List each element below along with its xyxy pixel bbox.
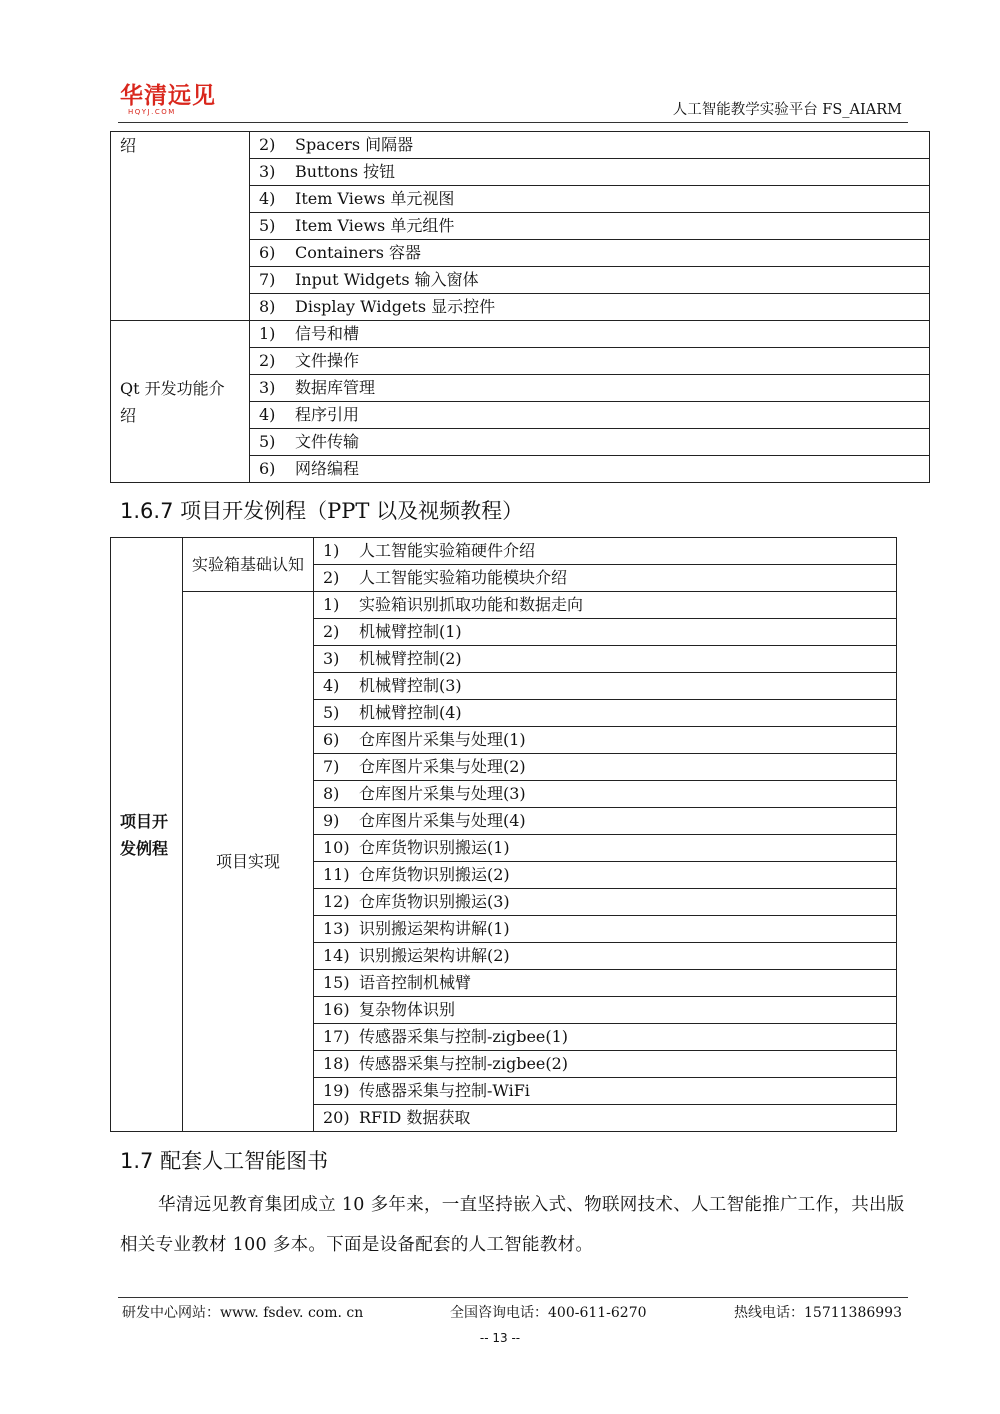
item-number: 18) bbox=[323, 1054, 350, 1073]
item-text: 识别搬运架构讲解(1) bbox=[359, 919, 510, 938]
item-text: 传感器采集与控制-zigbee(1) bbox=[359, 1027, 569, 1046]
list-item bbox=[314, 646, 897, 673]
item-number: 6) bbox=[323, 730, 340, 749]
item-number: 1) bbox=[323, 541, 340, 560]
item-text: 网络编程 bbox=[295, 459, 360, 478]
item-text: Spacers 间隔器 bbox=[295, 135, 414, 154]
page-footer bbox=[118, 1297, 908, 1321]
list-item bbox=[314, 970, 897, 997]
item-number: 5) bbox=[323, 703, 340, 722]
item-number: 17) bbox=[323, 1027, 350, 1046]
item-number: 19) bbox=[323, 1081, 350, 1100]
page-number: -- 13 -- bbox=[479, 1331, 521, 1345]
list-item bbox=[314, 943, 897, 970]
list-item bbox=[314, 1051, 897, 1078]
item-text: 程序引用 bbox=[295, 405, 360, 424]
list-item bbox=[314, 916, 897, 943]
list-item bbox=[314, 997, 897, 1024]
item-text: 数据库管理 bbox=[295, 378, 376, 397]
header-title: 人工智能教学实验平台 FS_AIARM bbox=[672, 102, 902, 118]
item-text: 传感器采集与控制-WiFi bbox=[359, 1081, 530, 1100]
group-label-cell: 绍 bbox=[111, 132, 250, 321]
item-number: 2) bbox=[323, 568, 340, 587]
item-text: 语音控制机械臂 bbox=[359, 973, 472, 992]
item-number: 3) bbox=[259, 162, 276, 181]
item-number: 2) bbox=[259, 135, 276, 154]
item-number: 2) bbox=[259, 351, 276, 370]
list-item bbox=[250, 132, 930, 159]
item-text: 文件操作 bbox=[295, 351, 360, 370]
item-text: 仓库图片采集与处理(1) bbox=[359, 730, 526, 749]
item-number: 3) bbox=[259, 378, 276, 397]
item-text: RFID 数据获取 bbox=[359, 1108, 471, 1127]
item-number: 5) bbox=[259, 432, 276, 451]
logo-subtext: HQYJ.COM bbox=[128, 108, 176, 116]
section-heading-1-6-7 bbox=[120, 497, 523, 525]
item-text: Containers 容器 bbox=[295, 243, 421, 262]
category-cell: 项目开发例程 bbox=[111, 538, 183, 1132]
list-item bbox=[314, 538, 897, 565]
section-number: 1.7 bbox=[120, 1149, 154, 1173]
list-item bbox=[250, 321, 930, 348]
item-text: 仓库图片采集与处理(4) bbox=[359, 811, 526, 830]
list-item bbox=[314, 781, 897, 808]
item-number: 10) bbox=[323, 838, 350, 857]
list-item bbox=[250, 429, 930, 456]
item-number: 6) bbox=[259, 459, 276, 478]
item-number: 6) bbox=[259, 243, 276, 262]
item-text: Buttons 按钮 bbox=[295, 162, 396, 181]
list-item bbox=[250, 348, 930, 375]
list-item bbox=[314, 889, 897, 916]
item-text: 仓库货物识别搬运(1) bbox=[359, 838, 510, 857]
list-item bbox=[250, 213, 930, 240]
list-item bbox=[314, 727, 897, 754]
page-header bbox=[118, 84, 908, 123]
table-row bbox=[111, 321, 930, 348]
list-item bbox=[250, 186, 930, 213]
item-number: 4) bbox=[259, 189, 276, 208]
item-text: 文件传输 bbox=[295, 432, 360, 451]
item-number: 2) bbox=[323, 622, 340, 641]
list-item bbox=[314, 1078, 897, 1105]
item-number: 12) bbox=[323, 892, 350, 911]
list-item bbox=[314, 700, 897, 727]
section-title: 配套人工智能图书 bbox=[160, 1149, 329, 1173]
item-text: 机械臂控制(4) bbox=[359, 703, 462, 722]
footer-hotline: 热线电话：15711386993 bbox=[734, 1305, 902, 1321]
section-number: 1.6.7 bbox=[120, 499, 174, 523]
company-logo bbox=[120, 84, 216, 116]
section-title: 项目开发例程（PPT 以及视频教程） bbox=[180, 499, 524, 523]
item-text: 实验箱识别抓取功能和数据走向 bbox=[359, 595, 584, 614]
item-text: 机械臂控制(3) bbox=[359, 676, 462, 695]
item-text: Item Views 单元组件 bbox=[295, 216, 455, 235]
item-text: 人工智能实验箱硬件介绍 bbox=[359, 541, 536, 560]
list-item bbox=[250, 267, 930, 294]
item-number: 5) bbox=[259, 216, 276, 235]
table-row bbox=[111, 592, 897, 619]
subcategory-cell: 项目实现 bbox=[183, 592, 314, 1132]
item-text: Item Views 单元视图 bbox=[295, 189, 455, 208]
list-item bbox=[314, 592, 897, 619]
item-text: 机械臂控制(2) bbox=[359, 649, 462, 668]
footer-consult-phone: 全国咨询电话：400-611-6270 bbox=[450, 1305, 647, 1321]
section-heading-1-7 bbox=[120, 1147, 328, 1175]
item-text: 传感器采集与控制-zigbee(2) bbox=[359, 1054, 569, 1073]
item-number: 8) bbox=[323, 784, 340, 803]
item-text: Display Widgets 显示控件 bbox=[295, 297, 496, 316]
logo-text: 华清远见 bbox=[120, 83, 216, 109]
item-number: 1) bbox=[323, 595, 340, 614]
item-text: 人工智能实验箱功能模块介绍 bbox=[359, 568, 568, 587]
item-number: 16) bbox=[323, 1000, 350, 1019]
item-number: 3) bbox=[323, 649, 340, 668]
body-paragraph: 华清远见教育集团成立 10 多年来，一直坚持嵌入式、物联网技术、人工智能推广工作，共出版相关专业教材 100 多本。下面是设备配套的人工智能教材。 bbox=[120, 1195, 905, 1255]
item-number: 14) bbox=[323, 946, 350, 965]
item-number: 15) bbox=[323, 973, 350, 992]
list-item bbox=[314, 862, 897, 889]
item-number: 13) bbox=[323, 919, 350, 938]
project-examples-table bbox=[110, 537, 897, 1132]
item-text: 识别搬运架构讲解(2) bbox=[359, 946, 510, 965]
list-item bbox=[314, 754, 897, 781]
footer-website: 研发中心网站：www. fsdev. com. cn bbox=[122, 1305, 364, 1321]
qt-widgets-table bbox=[110, 131, 930, 483]
list-item bbox=[314, 565, 897, 592]
table-row bbox=[111, 538, 897, 565]
list-item bbox=[250, 375, 930, 402]
list-item bbox=[314, 1024, 897, 1051]
subcategory-cell: 实验箱基础认知 bbox=[183, 538, 314, 592]
list-item bbox=[250, 240, 930, 267]
item-number: 11) bbox=[323, 865, 350, 884]
list-item bbox=[250, 456, 930, 483]
item-number: 4) bbox=[259, 405, 276, 424]
item-number: 20) bbox=[323, 1108, 350, 1127]
list-item bbox=[314, 673, 897, 700]
list-item bbox=[314, 1105, 897, 1132]
list-item bbox=[250, 402, 930, 429]
item-number: 7) bbox=[323, 757, 340, 776]
item-text: 信号和槽 bbox=[295, 324, 360, 343]
list-item bbox=[250, 159, 930, 186]
item-number: 9) bbox=[323, 811, 340, 830]
table-row bbox=[111, 132, 930, 159]
item-number: 7) bbox=[259, 270, 276, 289]
item-text: 仓库图片采集与处理(3) bbox=[359, 784, 526, 803]
item-text: 仓库货物识别搬运(2) bbox=[359, 865, 510, 884]
item-text: 机械臂控制(1) bbox=[359, 622, 462, 641]
item-number: 4) bbox=[323, 676, 340, 695]
item-text: 复杂物体识别 bbox=[359, 1000, 456, 1019]
list-item bbox=[314, 808, 897, 835]
item-number: 1) bbox=[259, 324, 276, 343]
item-number: 8) bbox=[259, 297, 276, 316]
item-text: 仓库货物识别搬运(3) bbox=[359, 892, 510, 911]
group-label-cell: Qt 开发功能介绍 bbox=[111, 321, 250, 483]
item-text: Input Widgets 输入窗体 bbox=[295, 270, 479, 289]
list-item bbox=[314, 619, 897, 646]
item-text: 仓库图片采集与处理(2) bbox=[359, 757, 526, 776]
list-item bbox=[314, 835, 897, 862]
list-item bbox=[250, 294, 930, 321]
